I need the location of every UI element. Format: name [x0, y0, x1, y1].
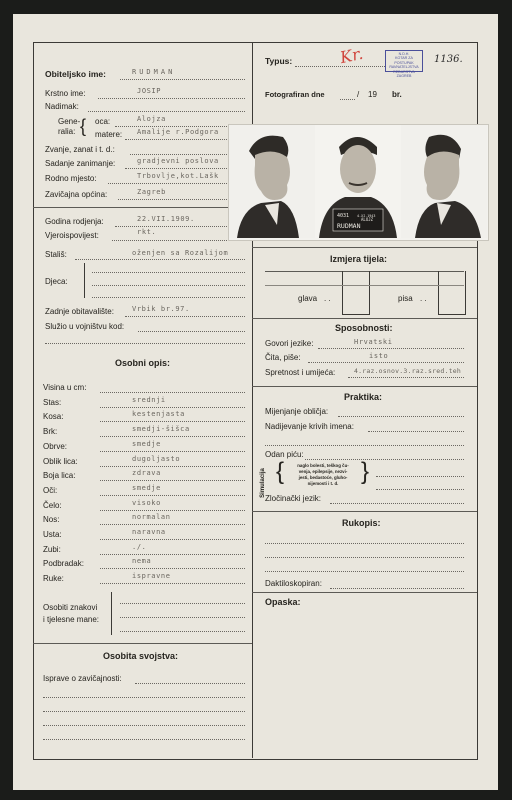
- slang-label: Zločinački jezik:: [265, 494, 322, 503]
- abilities-heading: Sposobnosti:: [335, 323, 393, 333]
- false-names-label: Nadijevanje krivih imena:: [265, 422, 354, 431]
- head-label: glava: [298, 294, 318, 303]
- plate-number: 4031: [337, 213, 350, 219]
- slang-line: [330, 503, 464, 504]
- simulation-brace-left: {: [276, 458, 285, 485]
- last-address-value: Vrbik br.97.: [132, 305, 190, 313]
- religion-value: rkt.: [137, 228, 157, 236]
- description-row-line: [100, 480, 245, 481]
- reads-line: [308, 362, 464, 363]
- religion-label: Vjeroispovijest:: [45, 231, 99, 240]
- last-address-line: [125, 316, 245, 317]
- description-row-label: Brk:: [43, 427, 58, 436]
- first-name-line: [98, 98, 245, 99]
- typus-line: [295, 66, 385, 67]
- notes-heading: Opaska:: [265, 597, 301, 607]
- documents-line-2: [43, 697, 245, 698]
- simulation-brace-right: }: [361, 458, 370, 485]
- father-value: Alojza: [137, 115, 166, 123]
- special-heading: Osobita svojstva:: [103, 651, 179, 661]
- mother-line: [125, 139, 245, 140]
- handwriting-heading: Rukopis:: [342, 518, 381, 528]
- special-divider: [33, 643, 252, 644]
- military-line-2: [45, 343, 245, 344]
- documents-line-1: [135, 683, 245, 684]
- plate-first-name: ALOJZ: [361, 217, 374, 222]
- military-label: Služio u vojništvu kod:: [45, 322, 125, 331]
- description-row-value: srednji: [132, 396, 166, 404]
- description-row-value: smedje: [132, 484, 161, 492]
- measurements-divider: [252, 247, 477, 248]
- surname-value: RUDMAN: [132, 68, 176, 76]
- stamp-line-4: ZAGREB: [396, 74, 412, 79]
- generalia-label: Gene- ralia:: [58, 117, 81, 137]
- description-row-label: Oči:: [43, 486, 58, 495]
- birth-year-label: Godina rodjenja:: [45, 217, 104, 226]
- measurement-box-2: [438, 271, 466, 315]
- children-line-1: [92, 272, 245, 273]
- description-row-line: [100, 583, 245, 584]
- description-row-label: Obrve:: [43, 442, 68, 451]
- documents-label: Isprave o zavičajnosti:: [43, 674, 122, 683]
- description-row-value: nema: [132, 557, 152, 565]
- home-municipality-line: [118, 199, 245, 200]
- marks-line-2: [120, 617, 245, 618]
- description-row-line: [100, 554, 245, 555]
- description-row-label: Oblik lica:: [43, 457, 78, 466]
- description-row-label: Visina u cm:: [43, 383, 87, 392]
- drinking-line: [305, 459, 464, 460]
- description-row-line: [100, 392, 245, 393]
- description-row-line: [100, 568, 245, 569]
- description-row-value: smedji-šišca: [132, 425, 190, 433]
- description-row-value: smedje: [132, 440, 161, 448]
- documents-line-5: [43, 739, 245, 740]
- description-row-value: kestenjasta: [132, 410, 185, 418]
- notes-divider: [252, 592, 477, 593]
- documents-line-3: [43, 711, 245, 712]
- reads-value: isto: [369, 352, 389, 360]
- measurement-box-1: [342, 271, 370, 315]
- photographed-label: Fotografiran dne: [265, 90, 325, 99]
- handwriting-line-3: [265, 571, 464, 572]
- surname-line: [120, 79, 245, 80]
- description-row-line: [100, 421, 245, 422]
- description-row-label: Podbradak:: [43, 559, 84, 568]
- handwriting-line-2: [265, 557, 464, 558]
- stamp-line-1: N.D.H.: [398, 52, 410, 56]
- profile-left-portrait: [229, 125, 315, 238]
- description-row-line: [100, 539, 245, 540]
- birth-year-line: [115, 226, 245, 227]
- nickname-line: [88, 111, 245, 112]
- skills-line: [348, 377, 464, 378]
- description-row-line: [100, 495, 245, 496]
- description-row-label: Boja lica:: [43, 471, 76, 480]
- documents-line-4: [43, 725, 245, 726]
- handwriting-divider: [252, 511, 477, 512]
- military-line: [138, 331, 245, 332]
- description-row-line: [100, 436, 245, 437]
- false-names-line: [368, 431, 464, 432]
- description-row-value: dugoljasto: [132, 455, 181, 463]
- photo-number-label: br.: [392, 90, 402, 99]
- front-portrait: [315, 125, 401, 238]
- description-row-line: [100, 451, 245, 452]
- description-row-label: Kosa:: [43, 412, 64, 421]
- marital-line: [75, 259, 245, 260]
- measurements-heading: Izmjera tijela:: [330, 254, 388, 264]
- last-address-label: Zadnje obitavalište:: [45, 307, 114, 316]
- languages-label: Govori jezike:: [265, 339, 314, 348]
- simulation-text: naglo bolesti, teškog ču- venja, epilepsije, nezvi- jesti, bedastoće, gluho- nijemosti i t. d.: [297, 463, 349, 486]
- description-row-label: Zubi:: [43, 545, 61, 554]
- generalia-brace: {: [80, 116, 87, 136]
- surname-label: Obiteljsko ime:: [45, 69, 106, 79]
- measurements-mid-rule: [265, 285, 464, 286]
- description-row-label: Čelo:: [43, 501, 62, 510]
- description-row-value: visoko: [132, 499, 161, 507]
- father-label: oca:: [95, 117, 111, 126]
- description-row-line: [100, 510, 245, 511]
- handwriting-line-1: [265, 543, 464, 544]
- current-occupation-line: [125, 168, 245, 169]
- stamp-line-3: RAVNATELJSTVA REDARSTVA: [389, 65, 419, 74]
- typus-label: Typus:: [265, 56, 293, 66]
- languages-line: [318, 348, 464, 349]
- photo-date-line-1: [340, 99, 355, 100]
- children-line-2: [92, 285, 245, 286]
- marks-line-3: [120, 631, 245, 632]
- reads-label: Čita, piše:: [265, 353, 301, 362]
- simulation-label: Simulacija: [259, 468, 266, 498]
- birthplace-line: [108, 183, 245, 184]
- description-row-label: Nos:: [43, 515, 60, 524]
- description-row-line: [100, 407, 245, 408]
- first-name-value: JOSIP: [137, 87, 162, 95]
- foot-dots: . .: [420, 294, 427, 303]
- description-row-value: ispravne: [132, 572, 171, 580]
- first-name-label: Krstno ime:: [45, 89, 86, 98]
- abilities-divider: [252, 318, 477, 319]
- home-municipality-label: Zavičajna općina:: [45, 190, 108, 199]
- fingerprinted-line: [330, 588, 464, 589]
- reference-number: 1136.: [434, 54, 463, 65]
- description-row-label: Stas:: [43, 398, 62, 407]
- marks-line-1: [120, 603, 245, 604]
- face-change-label: Mijenjanje obličja:: [265, 407, 329, 416]
- fingerprinted-label: Daktiloskopiran:: [265, 579, 322, 588]
- marks-label: Osobiti znakovi i tjelesne mane:: [43, 603, 100, 624]
- face-change-line: [338, 416, 464, 417]
- nickname-label: Nadimak:: [45, 102, 79, 111]
- practice-heading: Praktika:: [344, 392, 383, 402]
- stamp-line-2: KOTAR ZA POSTUPAK: [394, 56, 414, 65]
- description-row-value: zdrava: [132, 469, 161, 477]
- skills-label: Spretnost i umijeća:: [265, 368, 336, 377]
- current-occupation-value: gradjevni poslova: [137, 157, 219, 165]
- typus-mark: Kr.: [338, 43, 365, 68]
- description-row-label: Ruke:: [43, 574, 64, 583]
- photo-date-slash: /: [357, 90, 360, 99]
- simulation-line-2: [376, 489, 464, 490]
- occupation-label: Zvanje, zanat i t. d.:: [45, 145, 115, 154]
- practice-divider: [252, 386, 477, 387]
- marks-brace: [111, 592, 112, 635]
- description-row-value: naravna: [132, 528, 166, 536]
- languages-value: Hrvatski: [354, 338, 393, 346]
- description-row-value: normalan: [132, 513, 171, 521]
- marital-value: oženjen sa Rozalijom: [132, 249, 229, 257]
- description-heading: Osobni opis:: [115, 358, 170, 368]
- children-line-3: [92, 297, 245, 298]
- profile-right-portrait: [401, 125, 487, 238]
- skills-value: 4.raz.osnov.3.raz.sred.teh: [354, 367, 461, 375]
- birth-year-value: 22.VII.1909.: [137, 215, 195, 223]
- birthplace-label: Rodno mjesto:: [45, 174, 97, 183]
- description-row-label: Usta:: [43, 530, 62, 539]
- description-row-value: ./.: [132, 543, 147, 551]
- birthplace-value: Trbovlje,kot.Lašk: [137, 172, 219, 180]
- description-row-line: [100, 466, 245, 467]
- children-brace: [84, 263, 85, 298]
- plate-date: 4.XI.1943: [357, 214, 376, 218]
- practice-line-extra: [265, 445, 464, 446]
- religion-line: [112, 240, 245, 241]
- plate-surname: RUDMAN: [337, 222, 361, 230]
- head-dots: . .: [324, 294, 331, 303]
- drinking-label: Odan piću:: [265, 450, 304, 459]
- simulation-line-1: [376, 476, 464, 477]
- office-stamp: [385, 50, 423, 79]
- foot-label: pisa: [398, 294, 413, 303]
- identity-divider: [33, 207, 252, 208]
- children-label: Djeca:: [45, 277, 68, 286]
- marital-label: Stališ:: [45, 250, 67, 259]
- description-row-line: [100, 524, 245, 525]
- mugshot-photo: [228, 124, 489, 241]
- photo-year-prefix: 19: [368, 90, 377, 99]
- home-municipality-value: Zagreb: [137, 188, 166, 196]
- mother-label: matere:: [95, 130, 123, 139]
- father-line: [115, 126, 245, 127]
- current-occupation-label: Sadanje zanimanje:: [45, 159, 116, 168]
- mother-value: Amalije r.Podgora: [137, 128, 219, 136]
